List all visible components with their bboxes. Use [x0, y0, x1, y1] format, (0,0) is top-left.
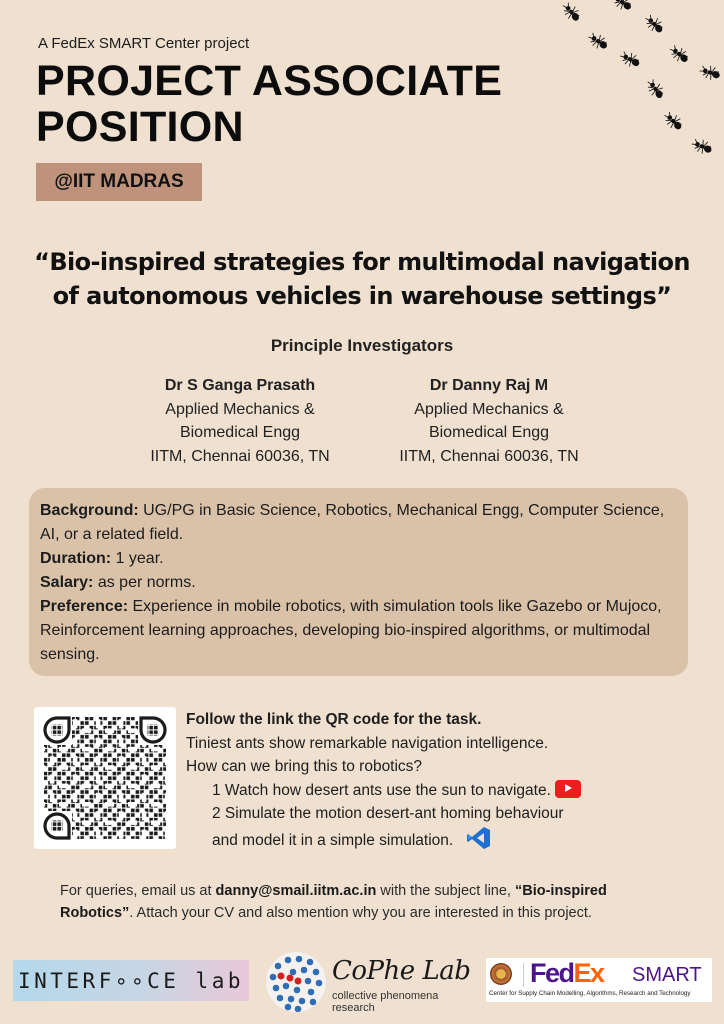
- contact-text: [60, 880, 680, 924]
- cophe-lab-subtitle: collective phenomena research: [332, 990, 439, 1014]
- investigator-name: Dr Danny Raj M: [429, 377, 549, 394]
- fedex-fed: Fed: [530, 958, 574, 988]
- investigator-card: [369, 374, 609, 468]
- investigator-address: IITM, Chennai 60036, TN: [150, 447, 330, 465]
- smart-center-name: Center for Supply Chain Modelling, Algorithms, Research and Technology: [489, 990, 691, 997]
- task-intro-line-1: Tiniest ants show remarkable navigation intelligence.: [186, 734, 549, 752]
- contact-subject: “Bio-inspired Robotics”: [60, 883, 607, 921]
- salary-label: Salary:: [40, 574, 94, 591]
- task-step-1: [186, 779, 581, 803]
- duration-value: 1 year.: [111, 550, 164, 567]
- fedex-smart-logo: [486, 958, 712, 1002]
- ant-icon: [607, 0, 638, 19]
- ant-icon: [616, 45, 647, 76]
- project-title-line-2: of autonomous vehicles in warehouse settings”: [52, 282, 672, 310]
- investigator-card: [120, 374, 360, 468]
- page-title: [36, 58, 502, 150]
- task-step-2-line-2: and model it in a simple simulation.: [212, 831, 454, 849]
- investigator-name: Dr S Ganga Prasath: [164, 377, 316, 394]
- contact-suffix: . Attach your CV and also mention why you are interested in this project.: [129, 905, 592, 921]
- ant-icon: [696, 58, 724, 88]
- investigator-dept: Applied Mechanics &: [165, 400, 315, 418]
- title-line-2: POSITION: [36, 103, 244, 151]
- preference-value: Experience in mobile robotics, with simulation tools like Gazebo or Mujoco, Reinforcement learning approaches, developing bio-inspired algorithms, or multimodal sensing.: [40, 598, 662, 663]
- position-details-box: [29, 488, 688, 676]
- ant-icon: [659, 107, 690, 138]
- duration-label: Duration:: [40, 550, 112, 567]
- ant-icon: [665, 40, 696, 71]
- fedex-wordmark: [530, 958, 604, 989]
- ant-icon: [557, 0, 587, 28]
- title-line-1: PROJECT ASSOCIATE: [36, 57, 503, 105]
- task-step-2: [186, 802, 581, 852]
- investigator-dept: Applied Mechanics &: [414, 400, 564, 418]
- investigator-address: IITM, Chennai 60036, TN: [399, 447, 579, 465]
- ant-icon: [688, 132, 719, 163]
- qr-code[interactable]: [34, 707, 176, 849]
- investigator-dept: Biomedical Engg: [428, 424, 550, 441]
- task-section: [186, 708, 581, 852]
- project-eyebrow: A FedEx SMART Center project: [38, 35, 250, 52]
- iitm-seal-icon: [490, 963, 512, 985]
- smart-wordmark: SMART: [632, 964, 702, 986]
- youtube-icon[interactable]: [555, 780, 581, 798]
- investigator-dept: Biomedical Engg: [179, 424, 301, 441]
- cophe-lab-name: CoPhe Lab: [332, 956, 471, 986]
- interface-lab-logo: INTERF∘∘CE lab: [13, 960, 249, 1001]
- cophe-dots-icon: [266, 952, 326, 1012]
- ant-icon: [641, 75, 670, 104]
- cophe-lab-logo: [264, 950, 474, 1016]
- contact-prefix: For queries, email us at: [60, 883, 216, 899]
- fedex-ex: Ex: [573, 958, 604, 988]
- contact-email-link[interactable]: danny@smail.iitm.ac.in: [215, 883, 377, 899]
- project-title-line-1: “Bio-inspired strategies for multimodal navigation: [34, 248, 690, 276]
- vscode-icon[interactable]: [466, 826, 492, 850]
- salary-row: [40, 571, 676, 595]
- background-value: UG/PG in Basic Science, Robotics, Mechanical Engg, Computer Science, AI, or a related field.: [40, 502, 665, 543]
- location-badge: @IIT MADRAS: [36, 163, 202, 201]
- task-heading: Follow the link the QR code for the task.: [186, 711, 482, 728]
- preference-row: [40, 595, 676, 667]
- task-intro-line-2: How can we bring this to robotics?: [186, 758, 423, 775]
- project-title: [0, 245, 724, 313]
- task-step-2-line-1: 2 Simulate the motion desert-ant homing behaviour: [212, 805, 564, 822]
- contact-middle: with the subject line,: [376, 883, 515, 899]
- duration-row: [40, 547, 676, 571]
- logo-divider: [523, 963, 524, 987]
- ant-icon: [583, 26, 614, 57]
- salary-value: as per norms.: [93, 574, 196, 591]
- background-row: [40, 499, 676, 547]
- qr-code-icon: [34, 707, 176, 849]
- background-label: Background:: [40, 502, 139, 519]
- ant-icon: [640, 10, 671, 41]
- investigators-heading: Principle Investigators: [270, 336, 454, 355]
- task-step-1-text: 1 Watch how desert ants use the sun to navigate.: [212, 781, 551, 799]
- preference-label: Preference:: [40, 598, 129, 615]
